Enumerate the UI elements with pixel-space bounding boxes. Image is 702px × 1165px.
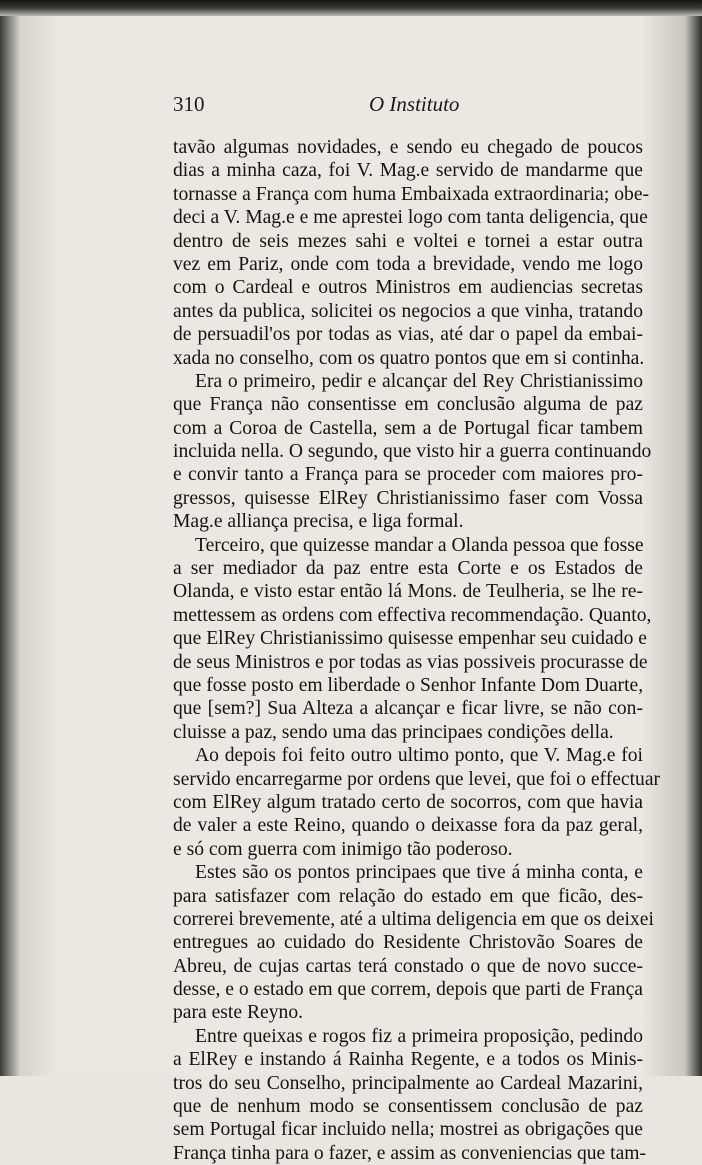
text-line: antes da publica, solicitei os negocios a que vinha, tratando [173, 300, 643, 322]
text-line: Mag.e alliança precisa, e liga formal. [173, 511, 464, 533]
page-header [173, 92, 643, 118]
running-title: O Instituto [369, 92, 460, 116]
text-line: Olanda, e visto estar então lá Mons. de Teulheria, se lhe re- [173, 581, 643, 603]
text-line: Estes são os pontos principaes que tive á minha conta, e [195, 862, 643, 884]
text-line: entregues ao cuidado do Residente Christovão Soares de [173, 932, 643, 954]
text-line: tornasse a França com huma Embaixada extraordinaria; obe- [173, 183, 650, 205]
text-line: com o Cardeal e outros Ministros em audiencias secretas [173, 277, 643, 299]
text-line: de persuadil'os por todas as vias, até dar o papel da embai- [173, 324, 643, 346]
text-line: Era o primeiro, pedir e alcançar del Rey Christianissimo [195, 370, 643, 392]
text-line: com a Coroa de Castella, sem a de Portugal ficar tambem [173, 417, 643, 439]
text-line: para satisfazer com relação do estado em que ficão, des- [173, 885, 643, 907]
text-line: incluida nella. O segundo, que visto hir a guerra continuando [173, 441, 652, 463]
body-text [173, 136, 661, 1165]
text-line: que fosse posto em liberdade o Senhor Infante Dom Duarte, [173, 674, 644, 696]
text-line: mettessem as ordens com effectiva recommendação. Quanto, [173, 604, 652, 626]
text-line: xada no conselho, com os quatro pontos que em si continha. [173, 347, 645, 369]
text-line: gressos, quisesse ElRey Christianissimo faser com Vossa [173, 487, 643, 509]
text-line: França tinha para o fazer, e assim as conveniencias que tam- [173, 1142, 647, 1164]
text-line: para este Reyno. [173, 1002, 304, 1024]
text-line: Entre queixas e rogos fiz a primeira proposição, pedindo [195, 1025, 643, 1047]
text-line: com ElRey algum tratado certo de socorros, com que havia [173, 791, 643, 813]
text-line: dias a minha caza, foi V. Mag.e servido de mandarme que [173, 160, 643, 182]
text-line: Abreu, de cujas cartas terá constado o que de novo succe- [173, 955, 643, 977]
text-line: sem Portugal ficar incluido nella; mostrei as obrigações que [173, 1119, 643, 1141]
text-line: que França não consentisse em conclusão alguma de paz [173, 394, 643, 416]
text-line: e só com guerra com inimigo tão poderoso. [173, 838, 513, 860]
text-line: correrei brevemente, até a ultima deligencia em que os deixei [173, 908, 654, 930]
text-line: Terceiro, que quizesse mandar a Olanda pessoa que fosse [195, 534, 644, 556]
page-top-edge [0, 0, 702, 16]
text-line: Ao depois foi feito outro ultimo ponto, que V. Mag.e foi [195, 745, 643, 767]
text-line: que ElRey Christianissimo quisesse empenhar seu cuidado e [173, 628, 647, 650]
text-line: deci a V. Mag.e e me aprestei logo com tanta deligencia, que [173, 207, 648, 229]
page-number: 310 [173, 92, 205, 116]
text-line: que de nenhum modo se consentissem conclusão de paz [173, 1096, 643, 1118]
text-line: de seus Ministros e por todas as vias possiveis procurasse de [173, 651, 648, 673]
text-line: a ElRey e instando á Rainha Regente, e a todos os Minis- [173, 1049, 643, 1071]
text-line: cluisse a paz, sendo uma das principaes condições della. [173, 721, 614, 743]
text-line: servido encarregarme por ordens que levei, que foi o effectuar [173, 768, 661, 790]
text-line: que [sem?] Sua Alteza a alcançar e ficar livre, se não con- [173, 698, 643, 720]
text-line: dentro de seis mezes sahi e voltei e tornei a estar outra [173, 230, 643, 252]
text-line: e convir tanto a França para se proceder com maiores pro- [173, 464, 643, 486]
text-line: desse, e o estado em que correm, depois que parti de França [173, 979, 643, 1001]
text-line: a ser mediador da paz entre esta Corte e os Estados de [173, 558, 643, 580]
text-line: tros do seu Conselho, principalmente ao Cardeal Mazarini, [173, 1072, 643, 1094]
text-line: de valer a este Reino, quando o deixasse fora da paz geral, [173, 815, 643, 837]
text-line: vez em Pariz, onde com toda a brevidade, vendo me logo [173, 253, 643, 275]
text-line: tavão algumas novidades, e sendo eu chegado de poucos [173, 137, 643, 158]
